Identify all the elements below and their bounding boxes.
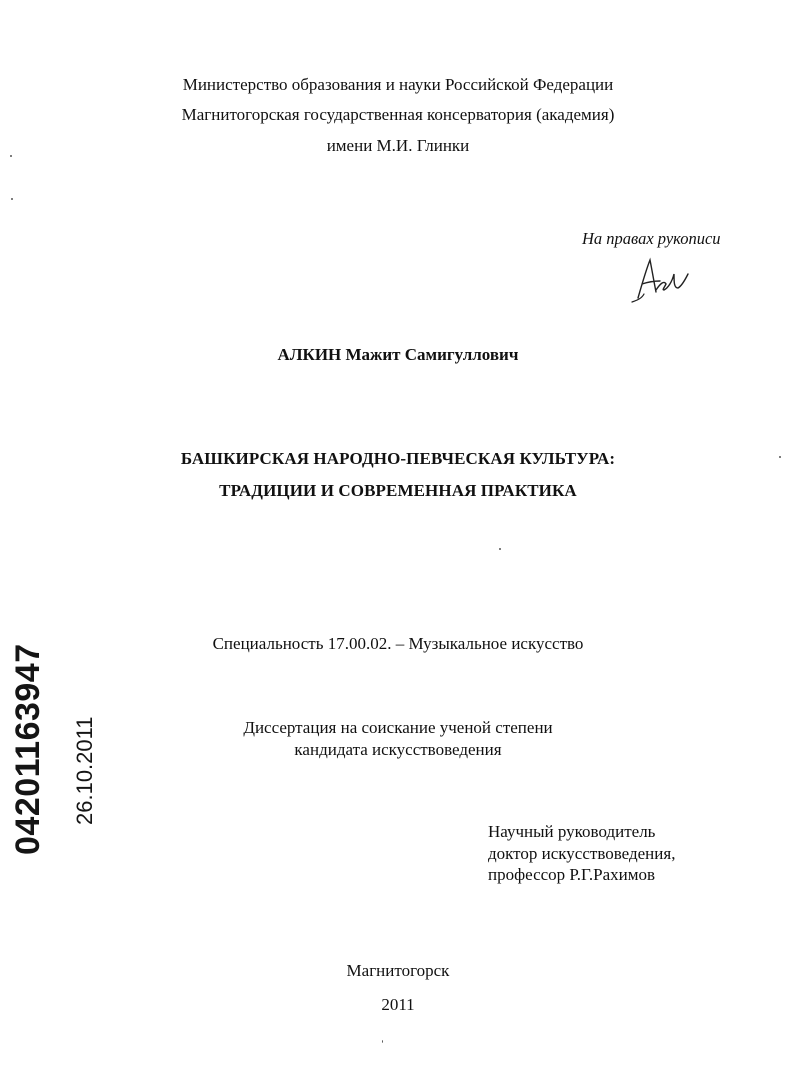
author-name: АЛКИН Мажит Самигуллович	[277, 345, 519, 364]
supervisor-line-1: Научный руководитель	[488, 822, 656, 841]
title-line-1: БАШКИРСКАЯ НАРОДНО-ПЕВЧЕСКАЯ КУЛЬТУРА:	[180, 449, 616, 468]
scan-speck	[779, 456, 781, 458]
supervisor-line-2: доктор искусствоведения,	[488, 844, 676, 863]
footer-year: 2011	[381, 995, 415, 1014]
dissertation-line-2: кандидата искусствоведения	[294, 740, 502, 759]
footer-city: Магнитогорск	[346, 961, 450, 980]
manuscript-note: На правах рукописи	[582, 229, 721, 248]
specialty-line: Специальность 17.00.02. – Музыкальное искусство	[212, 634, 584, 653]
signature-icon	[628, 254, 696, 304]
scan-speck	[10, 155, 12, 157]
named-after-line: имени М.И. Глинки	[326, 136, 470, 155]
scan-speck	[11, 198, 13, 200]
title-line-2: ТРАДИЦИИ И СОВРЕМЕННАЯ ПРАКТИКА	[219, 481, 577, 500]
conservatory-line: Магнитогорская государственная консерватория (академия)	[181, 105, 615, 124]
supervisor-line-3: профессор Р.Г.Рахимов	[488, 865, 656, 884]
library-stamp-date: 26.10.2011	[72, 716, 97, 825]
library-stamp-number: 04201163947	[9, 643, 47, 855]
scan-speck	[382, 1040, 383, 1043]
dissertation-line-1: Диссертация на соискание ученой степени	[243, 718, 553, 737]
scan-speck	[499, 548, 501, 550]
ministry-line: Министерство образования и науки Российской Федерации	[182, 75, 614, 94]
